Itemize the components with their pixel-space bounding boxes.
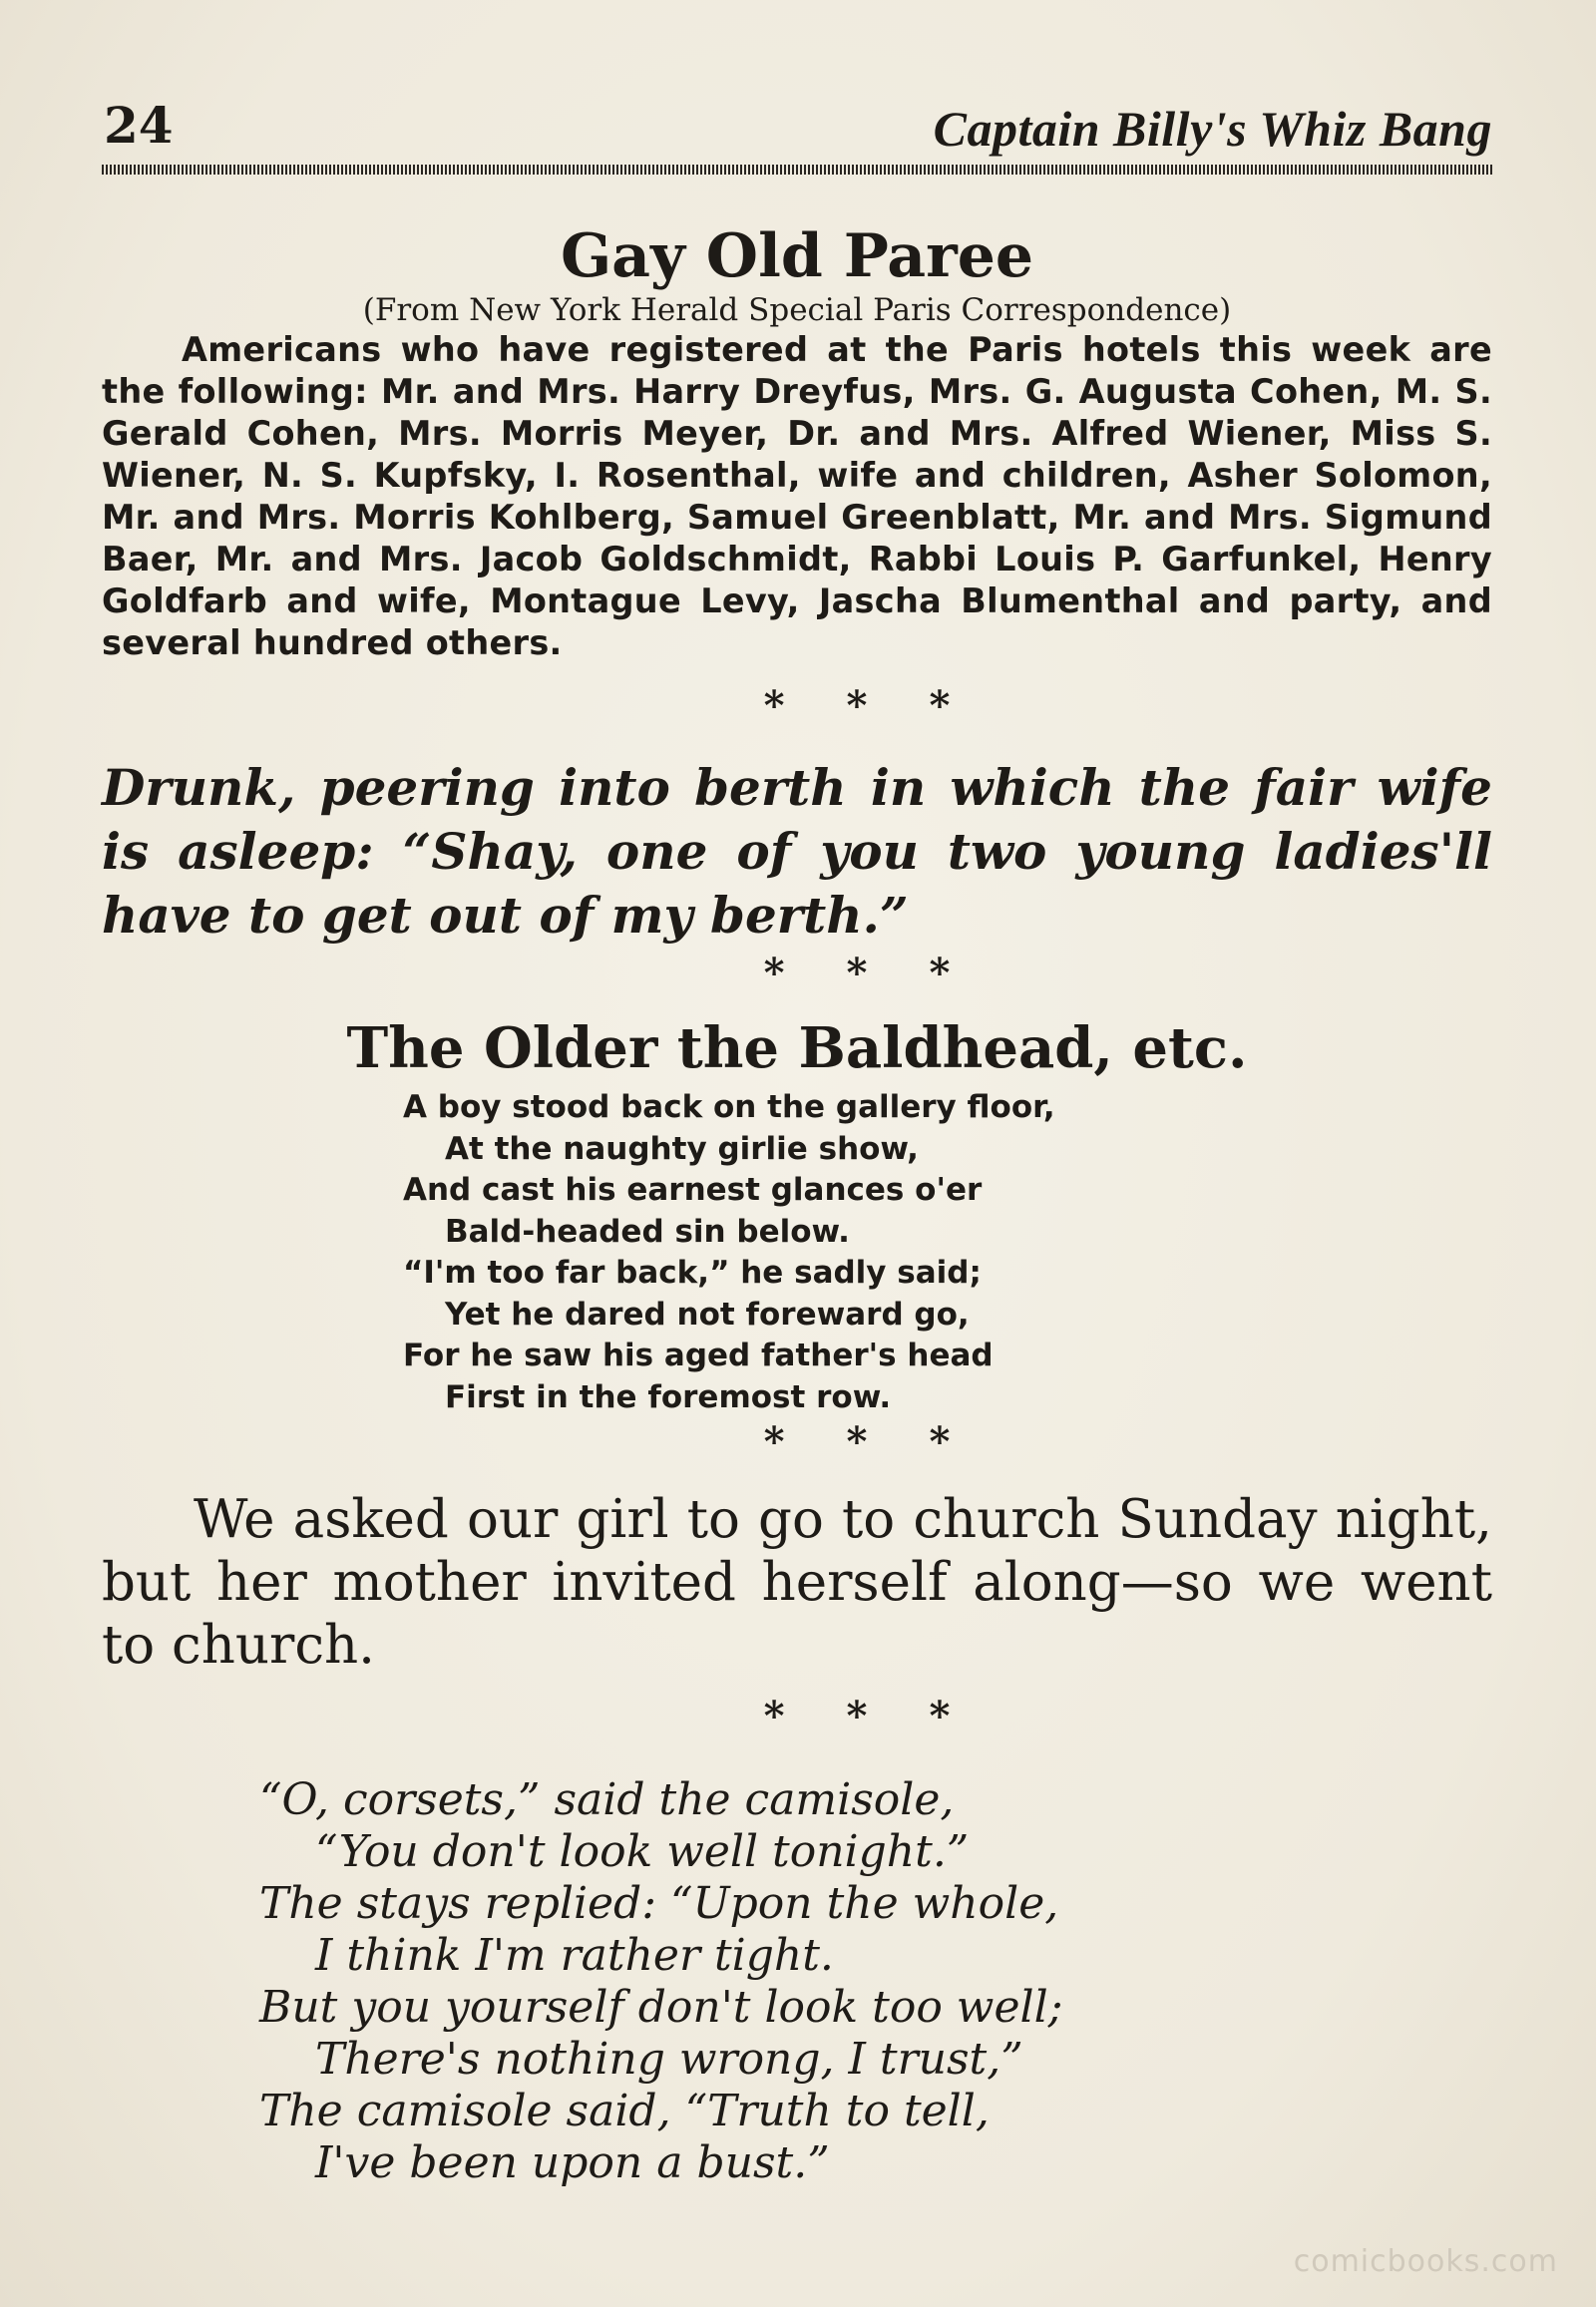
joke-church: We asked our girl to go to church Sunday night, but her mother invited herself along—so we went to church.: [102, 1489, 1492, 1676]
poem-line: The camisole said, “Truth to tell,: [259, 2086, 990, 2136]
separator-stars: * * *: [763, 682, 951, 729]
separator-stars: * * *: [763, 1418, 951, 1465]
article-body: Americans who have registered at the Paris hotels this week are the following: Mr. and Mrs. Harry Dreyfus, Mrs. G. Augusta Cohen, M. S. Gerald Cohen, Mrs. Morris Meyer, Dr. and Mrs. Alfred Wiener, Miss S. Wiener, N. S. Kupfsky, I. Rosenthal, wife and children, Asher Solomon, Mr. and Mrs. Morris Kohlberg, Samuel Greenblatt, Mr. and Mrs. Sigmund Baer, Mr. and Mrs. Jacob Goldschmidt, Rabbi Louis P. Garfunkel, Henry Goldfarb and wife, Montague Levy, Jascha Blumenthal and party, and several hundred others.: [102, 330, 1492, 662]
article-source: (From New York Herald Special Paris Correspondence): [362, 292, 1232, 328]
joke-drunk: Drunk, peering into berth in which the fair wife is asleep: “Shay, one of you two young ladies'll have to get out of my berth.”: [102, 758, 1492, 945]
header-rule: [102, 165, 1492, 175]
poem-line: A boy stood back on the gallery floor,: [403, 1089, 1055, 1125]
poem-corsets: [259, 1774, 1492, 2189]
poem-line: There's nothing wrong, I trust,”: [315, 2034, 1023, 2085]
poem-line: I've been upon a bust.”: [315, 2137, 830, 2188]
poem-line: And cast his earnest glances o'er: [403, 1172, 983, 1208]
poem-line: At the naughty girlie show,: [445, 1130, 919, 1167]
poem-baldhead: [403, 1087, 1492, 1418]
running-head: Captain Billy's Whiz Bang: [933, 101, 1492, 157]
poem-line: But you yourself don't look too well;: [259, 1982, 1063, 2033]
page-number: 24: [104, 96, 174, 155]
poem-line: I think I'm rather tight.: [315, 1930, 834, 1981]
poem-line: “I'm too far back,” he sadly said;: [403, 1255, 982, 1291]
poem-line: The stays replied: “Upon the whole,: [259, 1878, 1059, 1929]
article-title: Gay Old Paree: [560, 221, 1034, 291]
poem-title: The Older the Baldhead, etc.: [346, 1015, 1248, 1081]
poem-line: For he saw his aged father's head: [403, 1338, 994, 1373]
page-header: [104, 96, 1492, 166]
poem-line: “You don't look well tonight.”: [315, 1826, 970, 1877]
watermark: comicbooks.com: [1293, 2244, 1558, 2279]
separator-stars: * * *: [763, 950, 951, 996]
poem-line: “O, corsets,” said the camisole,: [259, 1774, 955, 1825]
separator-stars: * * *: [763, 1693, 951, 1739]
poem-line: Yet he dared not foreward go,: [445, 1296, 970, 1333]
poem-line: Bald-headed sin below.: [445, 1213, 850, 1250]
poem-line: First in the foremost row.: [445, 1378, 892, 1415]
page-content: [102, 221, 1492, 2189]
